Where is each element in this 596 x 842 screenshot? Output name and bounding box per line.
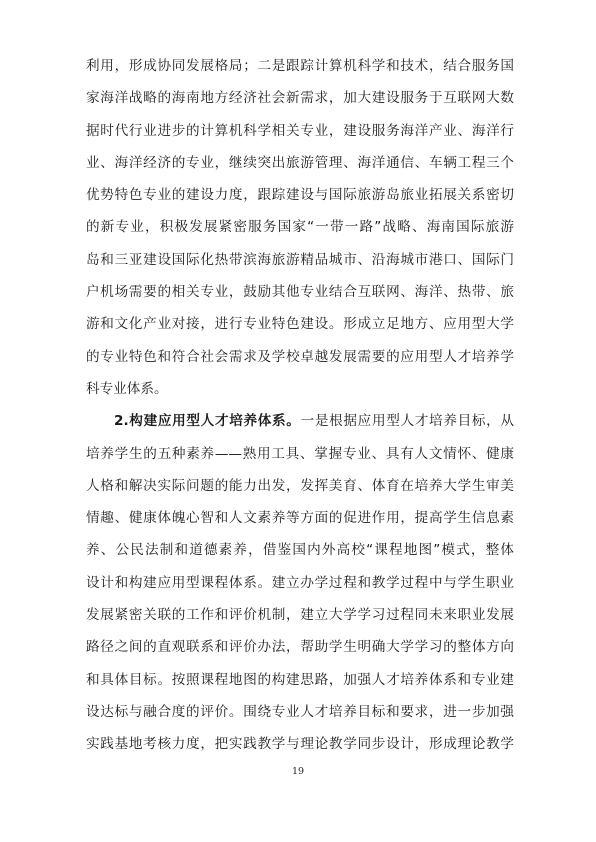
- paragraph-2-line: 设达标与融合度的评价。围绕专业人才培养目标和要求，进一步加强: [86, 703, 514, 720]
- paragraph-1-line: 科专业体系。: [86, 380, 168, 397]
- paragraph-1-line: 利用，形成协同发展格局；二是跟踪计算机科学和技术，结合服务国: [86, 58, 514, 74]
- paragraph-2-line: 设计和构建应用型课程体系。建立办学过程和教学过程中与学生职业: [86, 574, 514, 591]
- paragraph-1-line: 家海洋战略的海南地方经济社会新需求，加大建设服务于互联网大数: [86, 90, 514, 107]
- paragraph-2-line: 实践基地考核力度，把实践教学与理论教学同步设计，形成理论教学: [86, 736, 514, 753]
- page-number: 19: [291, 766, 305, 777]
- paragraph-2-first-line-text: 一是根据应用型人才培养目标，从: [300, 413, 514, 430]
- paragraph-1-line: 优势特色专业的建设力度，跟踪建设与国际旅游岛旅业拓展关系密切: [86, 187, 514, 204]
- paragraph-2-first-line: [86, 405, 514, 437]
- paragraph-2-line: 路径之间的直观联系和评价办法，帮助学生明确大学学习的整体方向: [86, 639, 514, 656]
- paragraph-2-line: 和具体目标。按照课程地图的构建思路，加强人才培养体系和专业建: [86, 671, 514, 688]
- paragraph-2-line: 情趣、健康体魄心智和人文素养等方面的促进作用，提高学生信息素: [86, 510, 514, 527]
- paragraph-1-line: 的新专业，积极发展紧密服务国家“一带一路”战略、海南国际旅游: [86, 219, 514, 236]
- paragraph-2-line: 发展紧密关联的工作和评价机制，建立大学学习过程同未来职业发展: [86, 607, 514, 624]
- paragraph-1-line: 岛和三亚建设国际化热带滨海旅游精品城市、沿海城市港口、国际门: [86, 251, 514, 268]
- paragraph-2-line: 培养学生的五种素养——熟用工具、掌握专业、具有人文情怀、健康: [86, 445, 514, 462]
- paragraph-1-line: 的专业特色和符合社会需求及学校卓越发展需要的应用型人才培养学: [86, 348, 514, 365]
- paragraph-1-line: 业、海洋经济的专业，继续突出旅游管理、海洋通信、车辆工程三个: [86, 154, 514, 171]
- paragraph-1-line: 据时代行业进步的计算机科学相关专业，建设服务海洋产业、海洋行: [86, 122, 514, 139]
- paragraph-1-line: 户机场需要的相关专业，鼓励其他专业结合互联网、海洋、热带、旅: [86, 284, 514, 301]
- paragraph-1-line: 游和文化产业对接，进行专业特色建设。形成立足地方、应用型大学: [86, 316, 514, 333]
- body-text: [86, 50, 514, 761]
- section-heading: 2.构建应用型人才培养体系。: [114, 413, 301, 430]
- paragraph-2-line: 养、公民法制和道德素养，借鉴国内外高校“课程地图”模式，整体: [86, 542, 514, 559]
- paragraph-2-line: 人格和解决实际问题的能力出发，发挥美育、体育在培养大学生审美: [86, 477, 514, 494]
